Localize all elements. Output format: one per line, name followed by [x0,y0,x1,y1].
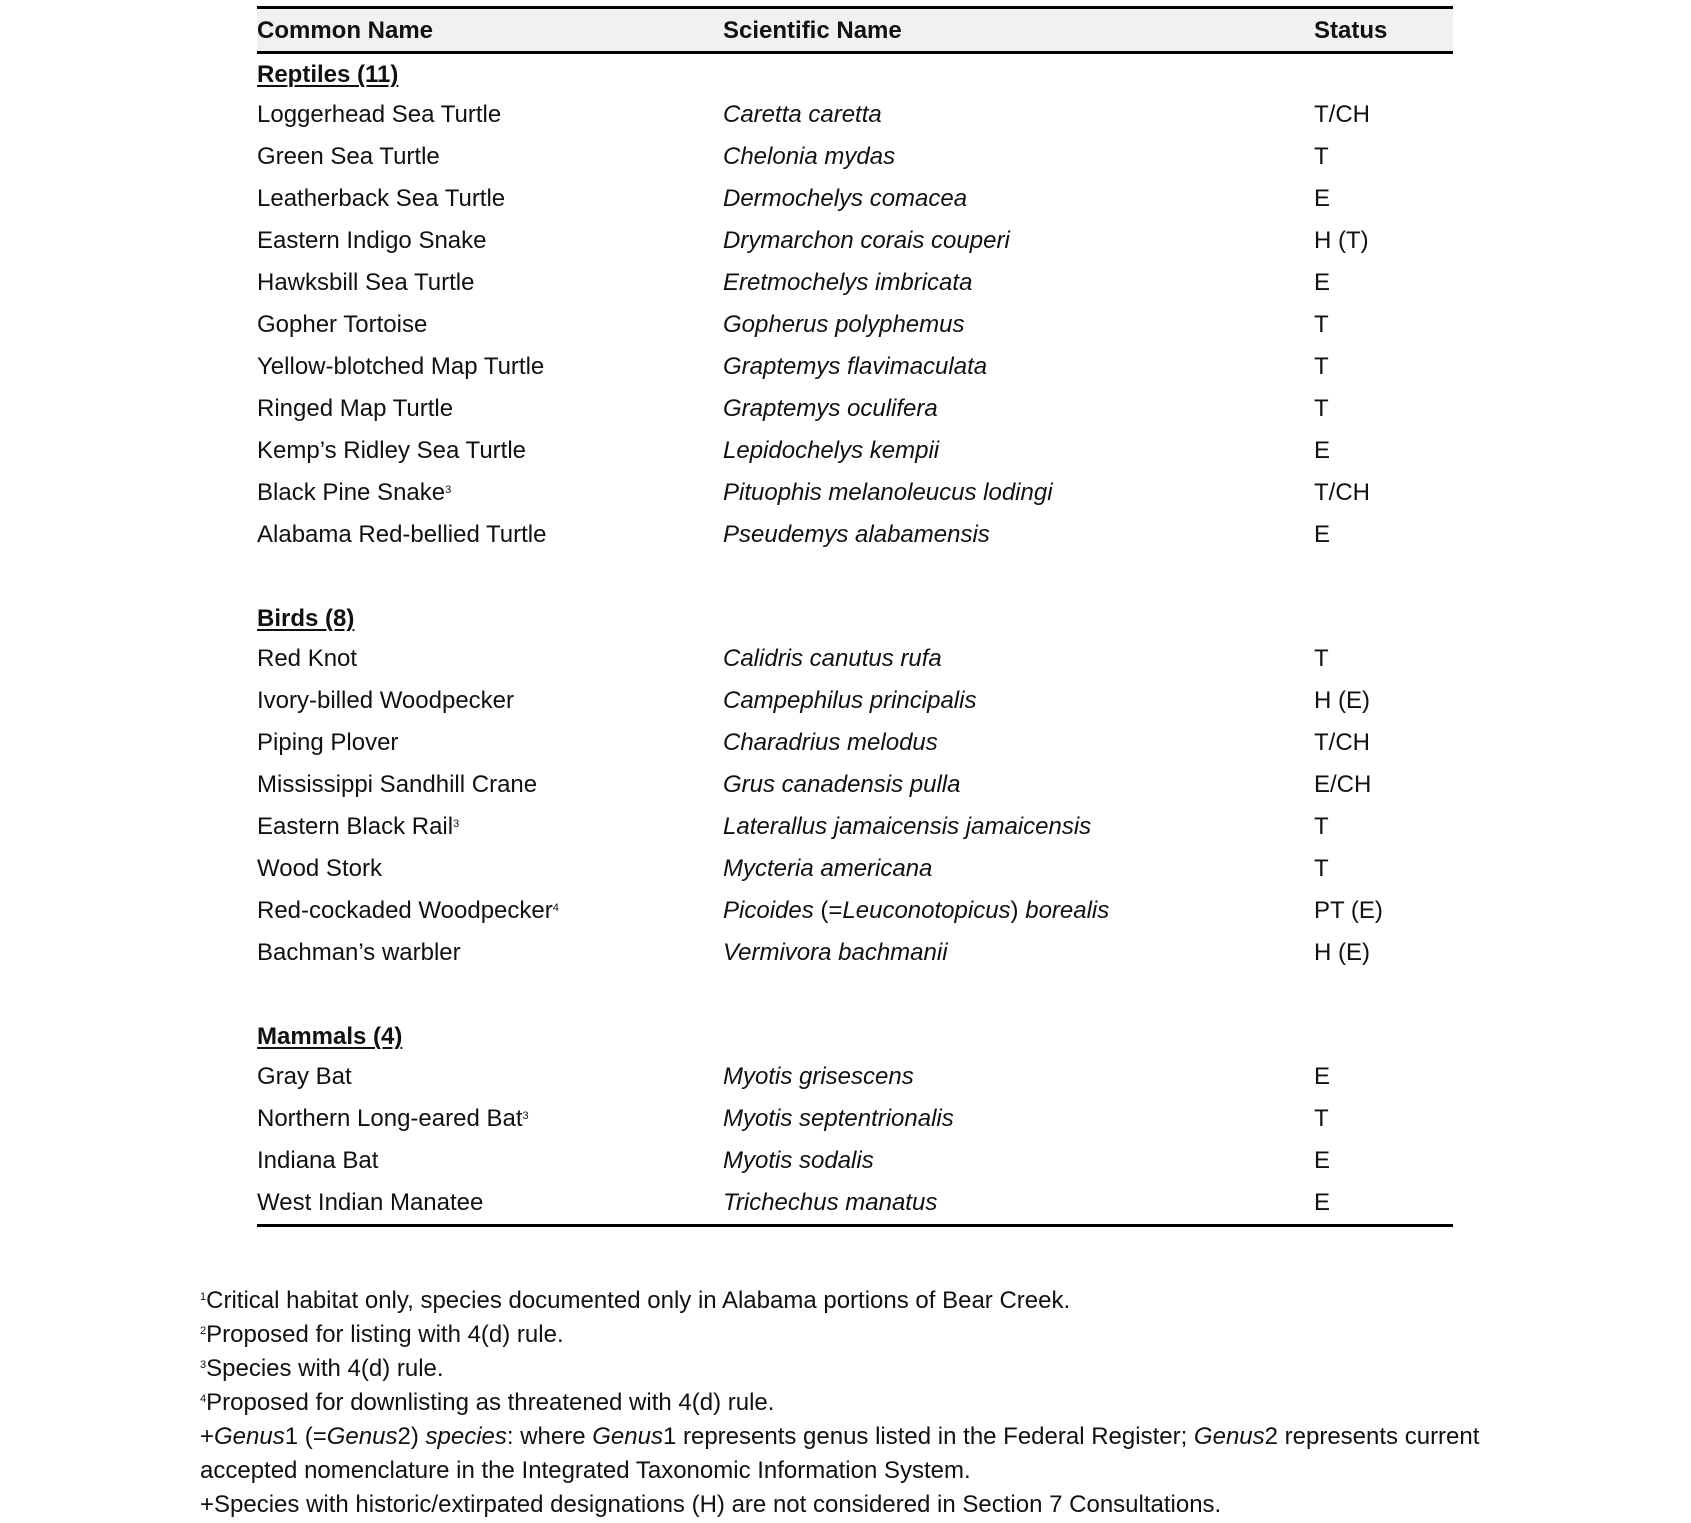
footnote-1: $^1$Critical habitat only, species documented only in Alabama portions of Bear Creek. [200,1287,1071,1314]
common-name-cell [257,430,526,472]
common-name: Kemp’s Ridley Sea Turtle [257,437,527,464]
common-name: Ringed Map Turtle [257,395,454,422]
footnote-ref: 3 [453,818,460,830]
scientific-name [723,890,1109,932]
common-name: Black Pine Snake [257,479,446,506]
common-name: Northern Long-eared Bat [257,1105,523,1132]
common-name-cell [257,1098,529,1140]
status: T [1314,813,1329,840]
scientific-name: Myotis sodalis [723,1147,874,1174]
common-name-cell [257,94,501,136]
group-spacer [257,974,1453,1016]
table-row [257,1140,1453,1182]
table-row [257,220,1453,262]
scientific-name: Chelonia mydas [723,143,896,170]
scientific-name: Graptemys flavimaculata [723,353,988,380]
scientific-name: Dermochelys comacea [723,185,968,212]
scientific-name: Myotis grisescens [723,1063,914,1090]
common-name: Yellow-blotched Map Turtle [257,353,545,380]
common-name: Eastern Black Rail [257,813,454,840]
table-row [257,304,1453,346]
table-row [257,472,1453,514]
scientific-name: Vermivora bachmanii [723,939,948,966]
scientific-name-part: Leuconotopicus [842,897,1011,924]
common-name-cell [257,638,357,680]
status: E [1314,1147,1331,1174]
common-name-cell [257,806,459,848]
status: E [1314,269,1331,296]
common-name: Gray Bat [257,1063,352,1090]
common-name-cell [257,1056,352,1098]
table-row [257,1056,1453,1098]
common-name-cell [257,388,453,430]
table-row [257,178,1453,220]
status: E [1314,185,1331,212]
common-name-cell [257,472,451,514]
scientific-name: Pituophis melanoleucus lodingi [723,479,1053,506]
status: H (T) [1314,227,1369,254]
table-row [257,722,1453,764]
table-row [257,848,1453,890]
group-title: Mammals (4) [257,1023,403,1050]
scientific-name: Caretta caretta [723,101,882,128]
common-name: West Indian Manatee [257,1189,484,1216]
group-spacer [257,556,1453,598]
footnote-ref: 3 [522,1110,529,1122]
species-table [257,6,1453,1227]
common-name: Bachman’s warbler [257,939,461,966]
table-row [257,932,1453,974]
common-name-cell [257,514,547,556]
common-name: Ivory-billed Woodpecker [257,687,515,714]
table-bottom-rule [257,1224,1453,1227]
status: E [1314,521,1331,548]
status: E/CH [1314,771,1372,798]
status: H (E) [1314,687,1370,714]
table-row [257,388,1453,430]
common-name-cell [257,890,559,932]
common-name-cell [257,1182,483,1224]
common-name: Hawksbill Sea Turtle [257,269,475,296]
common-name-cell [257,932,461,974]
table-row [257,1182,1453,1224]
table-row [257,430,1453,472]
status: T/CH [1314,479,1370,506]
common-name-cell [257,178,505,220]
status: T [1314,645,1329,672]
common-name-cell [257,764,537,806]
scientific-name-part: Picoides [723,897,821,924]
table-row [257,680,1453,722]
header-scientific-name: Scientific Name [723,17,902,44]
footnote-genus-nomenclature: +Genus1 (=Genus2) species: where Genus1 represents genus listed in the Federal Register; Genus2 represents current [200,1423,1480,1450]
common-name-cell [257,1140,378,1182]
footnote-ref: 3 [445,484,452,496]
scientific-name: Eretmochelys imbricata [723,269,973,296]
common-name: Gopher Tortoise [257,311,428,338]
scientific-name: Laterallus jamaicensis jamaicensis [723,813,1092,840]
status: T [1314,311,1329,338]
scientific-name: Drymarchon corais couperi [723,227,1010,254]
table-row [257,94,1453,136]
group-heading [257,598,1453,638]
header-status: Status [1314,17,1388,44]
common-name-cell [257,262,474,304]
common-name: Green Sea Turtle [257,143,440,170]
header-common-name: Common Name [257,17,434,44]
table-row [257,346,1453,388]
scientific-name: Graptemys oculifera [723,395,938,422]
status: T [1314,1105,1329,1132]
common-name: Piping Plover [257,729,399,756]
status: T [1314,395,1329,422]
table-header [257,6,1453,54]
table-body [257,54,1453,1224]
scientific-name-part: borealis [1018,897,1110,924]
common-name-cell [257,722,398,764]
status: T [1314,143,1329,170]
common-name: Red-cockaded Woodpecker [257,897,553,924]
table-row [257,806,1453,848]
status: H (E) [1314,939,1370,966]
common-name: Red Knot [257,645,358,672]
common-name: Eastern Indigo Snake [257,227,487,254]
common-name: Indiana Bat [257,1147,379,1174]
common-name: Alabama Red-bellied Turtle [257,521,547,548]
scientific-name: Trichechus manatus [723,1189,938,1216]
table-row [257,514,1453,556]
scientific-name: Pseudemys alabamensis [723,521,990,548]
group-title: Reptiles (11) [257,61,399,88]
common-name-cell [257,136,440,178]
common-name-cell [257,848,382,890]
status: T/CH [1314,101,1370,128]
scientific-name: Lepidochelys kempii [723,437,940,464]
status: E [1314,437,1331,464]
scientific-name: Mycteria americana [723,855,933,882]
scientific-name-part: (= [820,897,843,924]
scientific-name: Gopherus polyphemus [723,311,965,338]
common-name: Leatherback Sea Turtle [257,185,506,212]
footnote-4: $^4$Proposed for downlisting as threatened with 4(d) rule. [200,1389,775,1416]
group-heading [257,1016,1453,1056]
scientific-name-part: ) [1010,897,1019,924]
common-name-cell [257,220,487,262]
scientific-name: Charadrius melodus [723,729,938,756]
common-name-cell [257,346,544,388]
common-name: Mississippi Sandhill Crane [257,771,538,798]
footnote-2: $^2$Proposed for listing with 4(d) rule. [200,1321,564,1348]
footnote-3: $^3$Species with 4(d) rule. [200,1355,444,1382]
table-row [257,638,1453,680]
scientific-name: Grus canadensis pulla [723,771,961,798]
footnotes [200,1284,1600,1522]
scientific-name: Myotis septentrionalis [723,1105,954,1132]
status: T [1314,855,1329,882]
status: E [1314,1189,1331,1216]
scientific-name: Campephilus principalis [723,687,977,714]
status: T [1314,353,1329,380]
footnote-genus-nomenclature-cont: accepted nomenclature in the Integrated Taxonomic Information System. [200,1457,971,1484]
scientific-name: Calidris canutus rufa [723,645,942,672]
footnote-historic: +Species with historic/extirpated designations (H) are not considered in Section 7 Consultations. [200,1491,1222,1518]
common-name-cell [257,680,514,722]
status: E [1314,1063,1331,1090]
group-heading [257,54,1453,94]
status: PT (E) [1314,897,1383,924]
common-name: Loggerhead Sea Turtle [257,101,502,128]
table-row [257,262,1453,304]
table-row [257,890,1453,932]
common-name-cell [257,304,427,346]
table-row [257,764,1453,806]
common-name: Wood Stork [257,855,382,882]
table-row [257,1098,1453,1140]
group-title: Birds (8) [257,605,355,632]
table-row [257,136,1453,178]
status: T/CH [1314,729,1370,756]
footnote-ref: 4 [552,902,559,914]
